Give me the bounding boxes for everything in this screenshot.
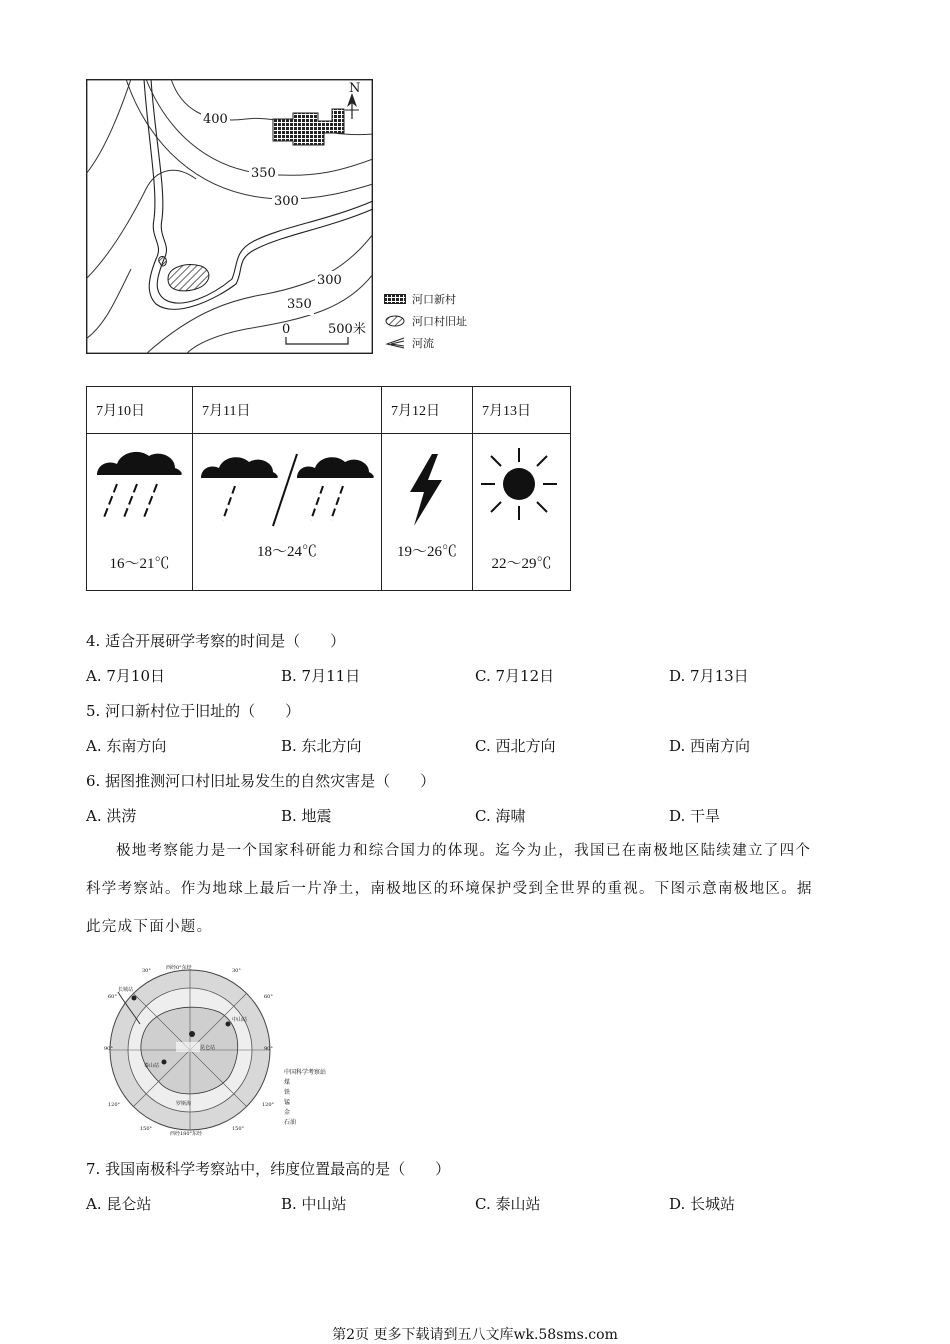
date-cell: 7月10日 (87, 387, 193, 434)
option-a[interactable]: A. 7月10日 (86, 667, 165, 685)
contour-label: 400 (201, 110, 230, 130)
weather-icon-row (87, 434, 571, 591)
map-label: 150° (232, 1126, 245, 1132)
topo-legend (384, 288, 467, 354)
option-a[interactable]: A. 昆仑站 (86, 1195, 152, 1213)
legend-label: 河口村旧址 (412, 315, 467, 328)
option-a[interactable]: A. 东南方向 (86, 737, 167, 755)
map-label: 30° (232, 968, 241, 974)
legend-label: 石油 (284, 1119, 297, 1126)
option-b[interactable]: B. 地震 (281, 807, 332, 825)
map-label: 120° (262, 1102, 275, 1108)
river-icon (384, 337, 406, 349)
weather-date-row (87, 387, 571, 434)
legend-label: 锰 (284, 1099, 291, 1106)
legend-label: 金 (284, 1109, 291, 1116)
legend-label: 河口新村 (412, 293, 456, 306)
map-label: 泰山站 (144, 1063, 160, 1069)
contour-label: 350 (249, 164, 278, 184)
contour-label: 300 (272, 192, 301, 212)
map-label: 昆仑站 (200, 1045, 216, 1051)
weather-forecast-table (86, 386, 571, 591)
map-label: 中山站 (232, 1017, 248, 1023)
rain-to-rain-icon (199, 448, 374, 538)
scale-value-label: 500米 (328, 322, 366, 337)
contour-label: 350 (285, 295, 314, 315)
scale-zero-label: 0 (282, 322, 291, 337)
option-c[interactable]: C. 泰山站 (475, 1195, 541, 1213)
rain-icon (95, 440, 185, 530)
temp-label: 22～29℃ (491, 556, 552, 572)
topographic-map (86, 79, 373, 354)
map-label: 30° (142, 968, 151, 974)
lightning-icon (406, 452, 446, 528)
map-label: 150° (140, 1126, 153, 1132)
passage (86, 832, 866, 946)
map-label: 60° (108, 994, 117, 1000)
grid-hatch-icon (384, 294, 406, 304)
page-footer: 第2页 更多下载请到五八文库wk.58sms.com (332, 1327, 618, 1343)
option-d[interactable]: D. 长城站 (669, 1195, 736, 1213)
legend-item-old-site (384, 310, 467, 332)
legend-label: 河流 (412, 337, 434, 350)
sun-icon (479, 446, 559, 526)
date-cell: 7月12日 (382, 387, 473, 434)
contour-label: 300 (315, 271, 344, 291)
option-b[interactable]: B. 7月11日 (281, 667, 361, 685)
option-b[interactable]: B. 中山站 (281, 1195, 347, 1213)
map-label: 120° (108, 1102, 121, 1108)
map-label: 西经180°东经 (170, 1131, 203, 1137)
north-label: N (349, 81, 361, 96)
map-label: 90° (104, 1046, 113, 1052)
legend-item-river (384, 332, 467, 354)
map-label: 长城站 (118, 987, 134, 993)
map-label: 西经0°东经 (166, 965, 192, 971)
passage-line: 科学考察站。作为地球上最后一片净土，南极地区的环境保护受到全世界的重视。下图示意南极地区。据 (86, 881, 813, 897)
map-label: 90° (264, 1046, 273, 1052)
temp-label: 19～26℃ (396, 544, 457, 560)
antarctic-legend (284, 1068, 326, 1128)
date-cell: 7月13日 (473, 387, 571, 434)
option-d[interactable]: D. 西南方向 (669, 737, 751, 755)
legend-label: 中国科学考察站 (284, 1069, 327, 1076)
option-d[interactable]: D. 干旱 (669, 807, 721, 825)
option-a[interactable]: A. 洪涝 (86, 807, 137, 825)
option-c[interactable]: C. 海啸 (475, 807, 526, 825)
question-stem: 6. 据图推测河口村旧址易发生的自然灾害是（ ） (86, 772, 436, 790)
option-c[interactable]: C. 西北方向 (475, 737, 556, 755)
legend-label: 煤 (284, 1079, 291, 1086)
option-d[interactable]: D. 7月13日 (669, 667, 749, 685)
passage-line: 此完成下面小题。 (86, 919, 213, 935)
question-stem: 4. 适合开展研学考察的时间是（ ） (86, 632, 346, 650)
temp-label: 18～24℃ (256, 544, 317, 560)
diagonal-hatch-icon (384, 315, 406, 327)
map-label: 罗斯海 (176, 1101, 192, 1107)
temp-label: 16～21℃ (109, 556, 170, 572)
question-stem: 5. 河口新村位于旧址的（ ） (86, 702, 301, 720)
option-b[interactable]: B. 东北方向 (281, 737, 362, 755)
antarctic-map (104, 962, 354, 1138)
legend-item-new-village (384, 288, 467, 310)
option-c[interactable]: C. 7月12日 (475, 667, 555, 685)
date-cell: 7月11日 (193, 387, 382, 434)
map-label: 60° (264, 994, 273, 1000)
passage-line: 极地考察能力是一个国家科研能力和综合国力的体现。迄今为止，我国已在南极地区陆续建立了四个 (116, 843, 812, 859)
question-stem: 7. 我国南极科学考察站中，纬度位置最高的是（ ） (86, 1160, 451, 1178)
legend-label: 铁 (284, 1089, 291, 1096)
